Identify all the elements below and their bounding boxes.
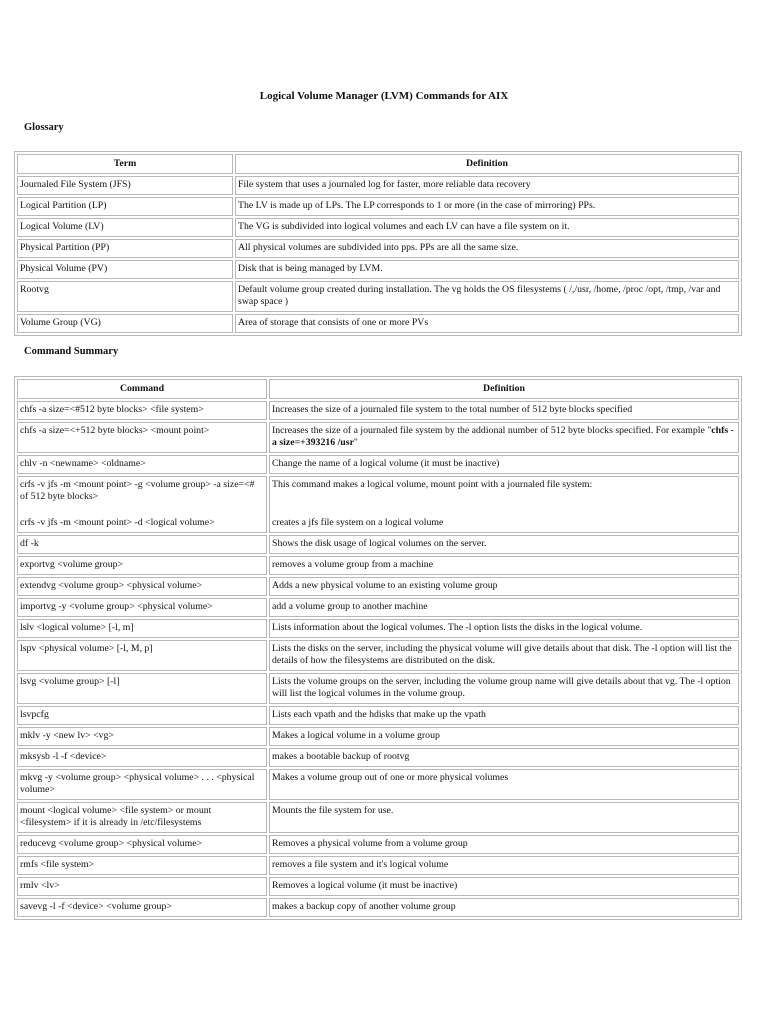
definition-text-end: " xyxy=(353,437,358,448)
command-definition: Removes a logical volume (it must be inactive) xyxy=(269,877,739,896)
command-definition: makes a bootable backup of rootvg xyxy=(269,748,739,767)
command-definition: makes a backup copy of another volume group xyxy=(269,898,739,917)
command-cell: mkvg -y <volume group> <physical volume> . . . <physical volume> xyxy=(17,769,267,800)
glossary-term: Physical Volume (PV) xyxy=(17,260,233,279)
command-definition: Shows the disk usage of logical volumes on the server. xyxy=(269,535,739,554)
command-definition: Lists each vpath and the hdisks that make up the vpath xyxy=(269,706,739,725)
command-cell: rmfs <file system> xyxy=(17,856,267,875)
command-cell: rmlv <lv> xyxy=(17,877,267,896)
command-definition: Change the name of a logical volume (it must be inactive) xyxy=(269,455,739,474)
command-definition: removes a volume group from a machine xyxy=(269,556,739,575)
command-header-command: Command xyxy=(17,379,267,399)
table-row xyxy=(17,769,739,800)
command-text-secondary: crfs -v jfs -m <mount point> -d <logical volume> xyxy=(20,517,215,528)
table-row xyxy=(17,577,739,596)
table-row xyxy=(17,856,739,875)
glossary-term: Logical Partition (LP) xyxy=(17,197,233,216)
command-definition xyxy=(269,476,739,533)
table-row xyxy=(17,640,739,671)
table-row xyxy=(17,260,739,279)
glossary-header-row xyxy=(17,154,739,174)
glossary-header-term: Term xyxy=(17,154,233,174)
glossary-term: Physical Partition (PP) xyxy=(17,239,233,258)
table-row xyxy=(17,476,739,533)
command-definition: Mounts the file system for use. xyxy=(269,802,739,833)
command-cell: lsvpcfg xyxy=(17,706,267,725)
table-row xyxy=(17,835,739,854)
table-row xyxy=(17,802,739,833)
command-cell: extendvg <volume group> <physical volume> xyxy=(17,577,267,596)
command-cell: savevg -l -f <device> <volume group> xyxy=(17,898,267,917)
table-row xyxy=(17,535,739,554)
definition-text: Increases the size of a journaled file system by the addional number of 512 byte blocks specified. For example " xyxy=(272,425,712,436)
table-row xyxy=(17,401,739,420)
table-row xyxy=(17,176,739,195)
table-row xyxy=(17,748,739,767)
command-definition: add a volume group to another machine xyxy=(269,598,739,617)
table-row xyxy=(17,314,739,333)
table-row xyxy=(17,598,739,617)
command-cell: mksysb -l -f <device> xyxy=(17,748,267,767)
command-summary-heading: Command Summary xyxy=(24,346,119,357)
glossary-definition: The VG is subdivided into logical volumes and each LV can have a file system on it. xyxy=(235,218,739,237)
table-row xyxy=(17,422,739,453)
table-row xyxy=(17,556,739,575)
command-definition: Makes a logical volume in a volume group xyxy=(269,727,739,746)
definition-text-secondary: creates a jfs file system on a logical volume xyxy=(272,517,444,528)
glossary-definition: Disk that is being managed by LVM. xyxy=(235,260,739,279)
command-cell: chfs -a size=<+512 byte blocks> <mount point> xyxy=(17,422,267,453)
glossary-table xyxy=(14,151,742,336)
command-cell: importvg -y <volume group> <physical volume> xyxy=(17,598,267,617)
command-cell: mklv -y <new lv> <vg> xyxy=(17,727,267,746)
command-definition xyxy=(269,422,739,453)
command-definition: Makes a volume group out of one or more physical volumes xyxy=(269,769,739,800)
glossary-term: Volume Group (VG) xyxy=(17,314,233,333)
table-row xyxy=(17,877,739,896)
definition-text: This command makes a logical volume, mount point with a journaled file system: xyxy=(272,479,593,490)
command-definition: Lists information about the logical volumes. The -l option lists the disks in the logical volume. xyxy=(269,619,739,638)
command-cell: lspv <physical volume> [-l, M, p] xyxy=(17,640,267,671)
command-cell: reducevg <volume group> <physical volume> xyxy=(17,835,267,854)
command-cell: exportvg <volume group> xyxy=(17,556,267,575)
command-definition: Adds a new physical volume to an existing volume group xyxy=(269,577,739,596)
table-row xyxy=(17,619,739,638)
command-cell: lsvg <volume group> [-l] xyxy=(17,673,267,704)
table-row xyxy=(17,239,739,258)
glossary-term: Rootvg xyxy=(17,281,233,312)
table-row xyxy=(17,197,739,216)
table-row xyxy=(17,727,739,746)
command-cell: lslv <logical volume> [-l, m] xyxy=(17,619,267,638)
command-cell: mount <logical volume> <file system> or mount <filesystem> if it is already in /etc/filesystems xyxy=(17,802,267,833)
table-row xyxy=(17,218,739,237)
table-row xyxy=(17,898,739,917)
command-definition: Increases the size of a journaled file system to the total number of 512 byte blocks specified xyxy=(269,401,739,420)
table-row xyxy=(17,455,739,474)
command-definition: Lists the disks on the server, including the physical volume will give details about that disk. The -l option will list the details of how the filesystems are distributed on the disk. xyxy=(269,640,739,671)
command-table xyxy=(14,376,742,920)
command-cell xyxy=(17,476,267,533)
command-cell: chfs -a size=<#512 byte blocks> <file system> xyxy=(17,401,267,420)
command-cell: chlv -n <newname> <oldname> xyxy=(17,455,267,474)
command-header-definition: Definition xyxy=(269,379,739,399)
command-definition: Removes a physical volume from a volume group xyxy=(269,835,739,854)
glossary-definition: All physical volumes are subdivided into pps. PPs are all the same size. xyxy=(235,239,739,258)
glossary-term: Journaled File System (JFS) xyxy=(17,176,233,195)
command-definition: Lists the volume groups on the server, including the volume group name will give details about that vg. The -l option will list the logical volumes in the volume group. xyxy=(269,673,739,704)
glossary-header-definition: Definition xyxy=(235,154,739,174)
command-cell: df -k xyxy=(17,535,267,554)
document-title: Logical Volume Manager (LVM) Commands for AIX xyxy=(259,90,509,102)
glossary-term: Logical Volume (LV) xyxy=(17,218,233,237)
glossary-definition: Area of storage that consists of one or more PVs xyxy=(235,314,739,333)
command-header-row xyxy=(17,379,739,399)
glossary-definition: The LV is made up of LPs. The LP corresponds to 1 or more (in the case of mirroring) PPs. xyxy=(235,197,739,216)
table-row xyxy=(17,281,739,312)
glossary-heading: Glossary xyxy=(24,122,64,133)
table-row xyxy=(17,673,739,704)
table-row xyxy=(17,706,739,725)
glossary-definition: File system that uses a journaled log for faster, more reliable data recovery xyxy=(235,176,739,195)
command-text: crfs -v jfs -m <mount point> -g <volume group> -a size=<# of 512 byte blocks> xyxy=(20,479,255,502)
example-command: chfs -a size=+393216 /usr xyxy=(272,425,734,448)
glossary-definition: Default volume group created during installation. The vg holds the OS filesystems ( /,/usr, /home, /proc /opt, /tmp, /var and swap space ) xyxy=(235,281,739,312)
command-definition: removes a file system and it's logical volume xyxy=(269,856,739,875)
